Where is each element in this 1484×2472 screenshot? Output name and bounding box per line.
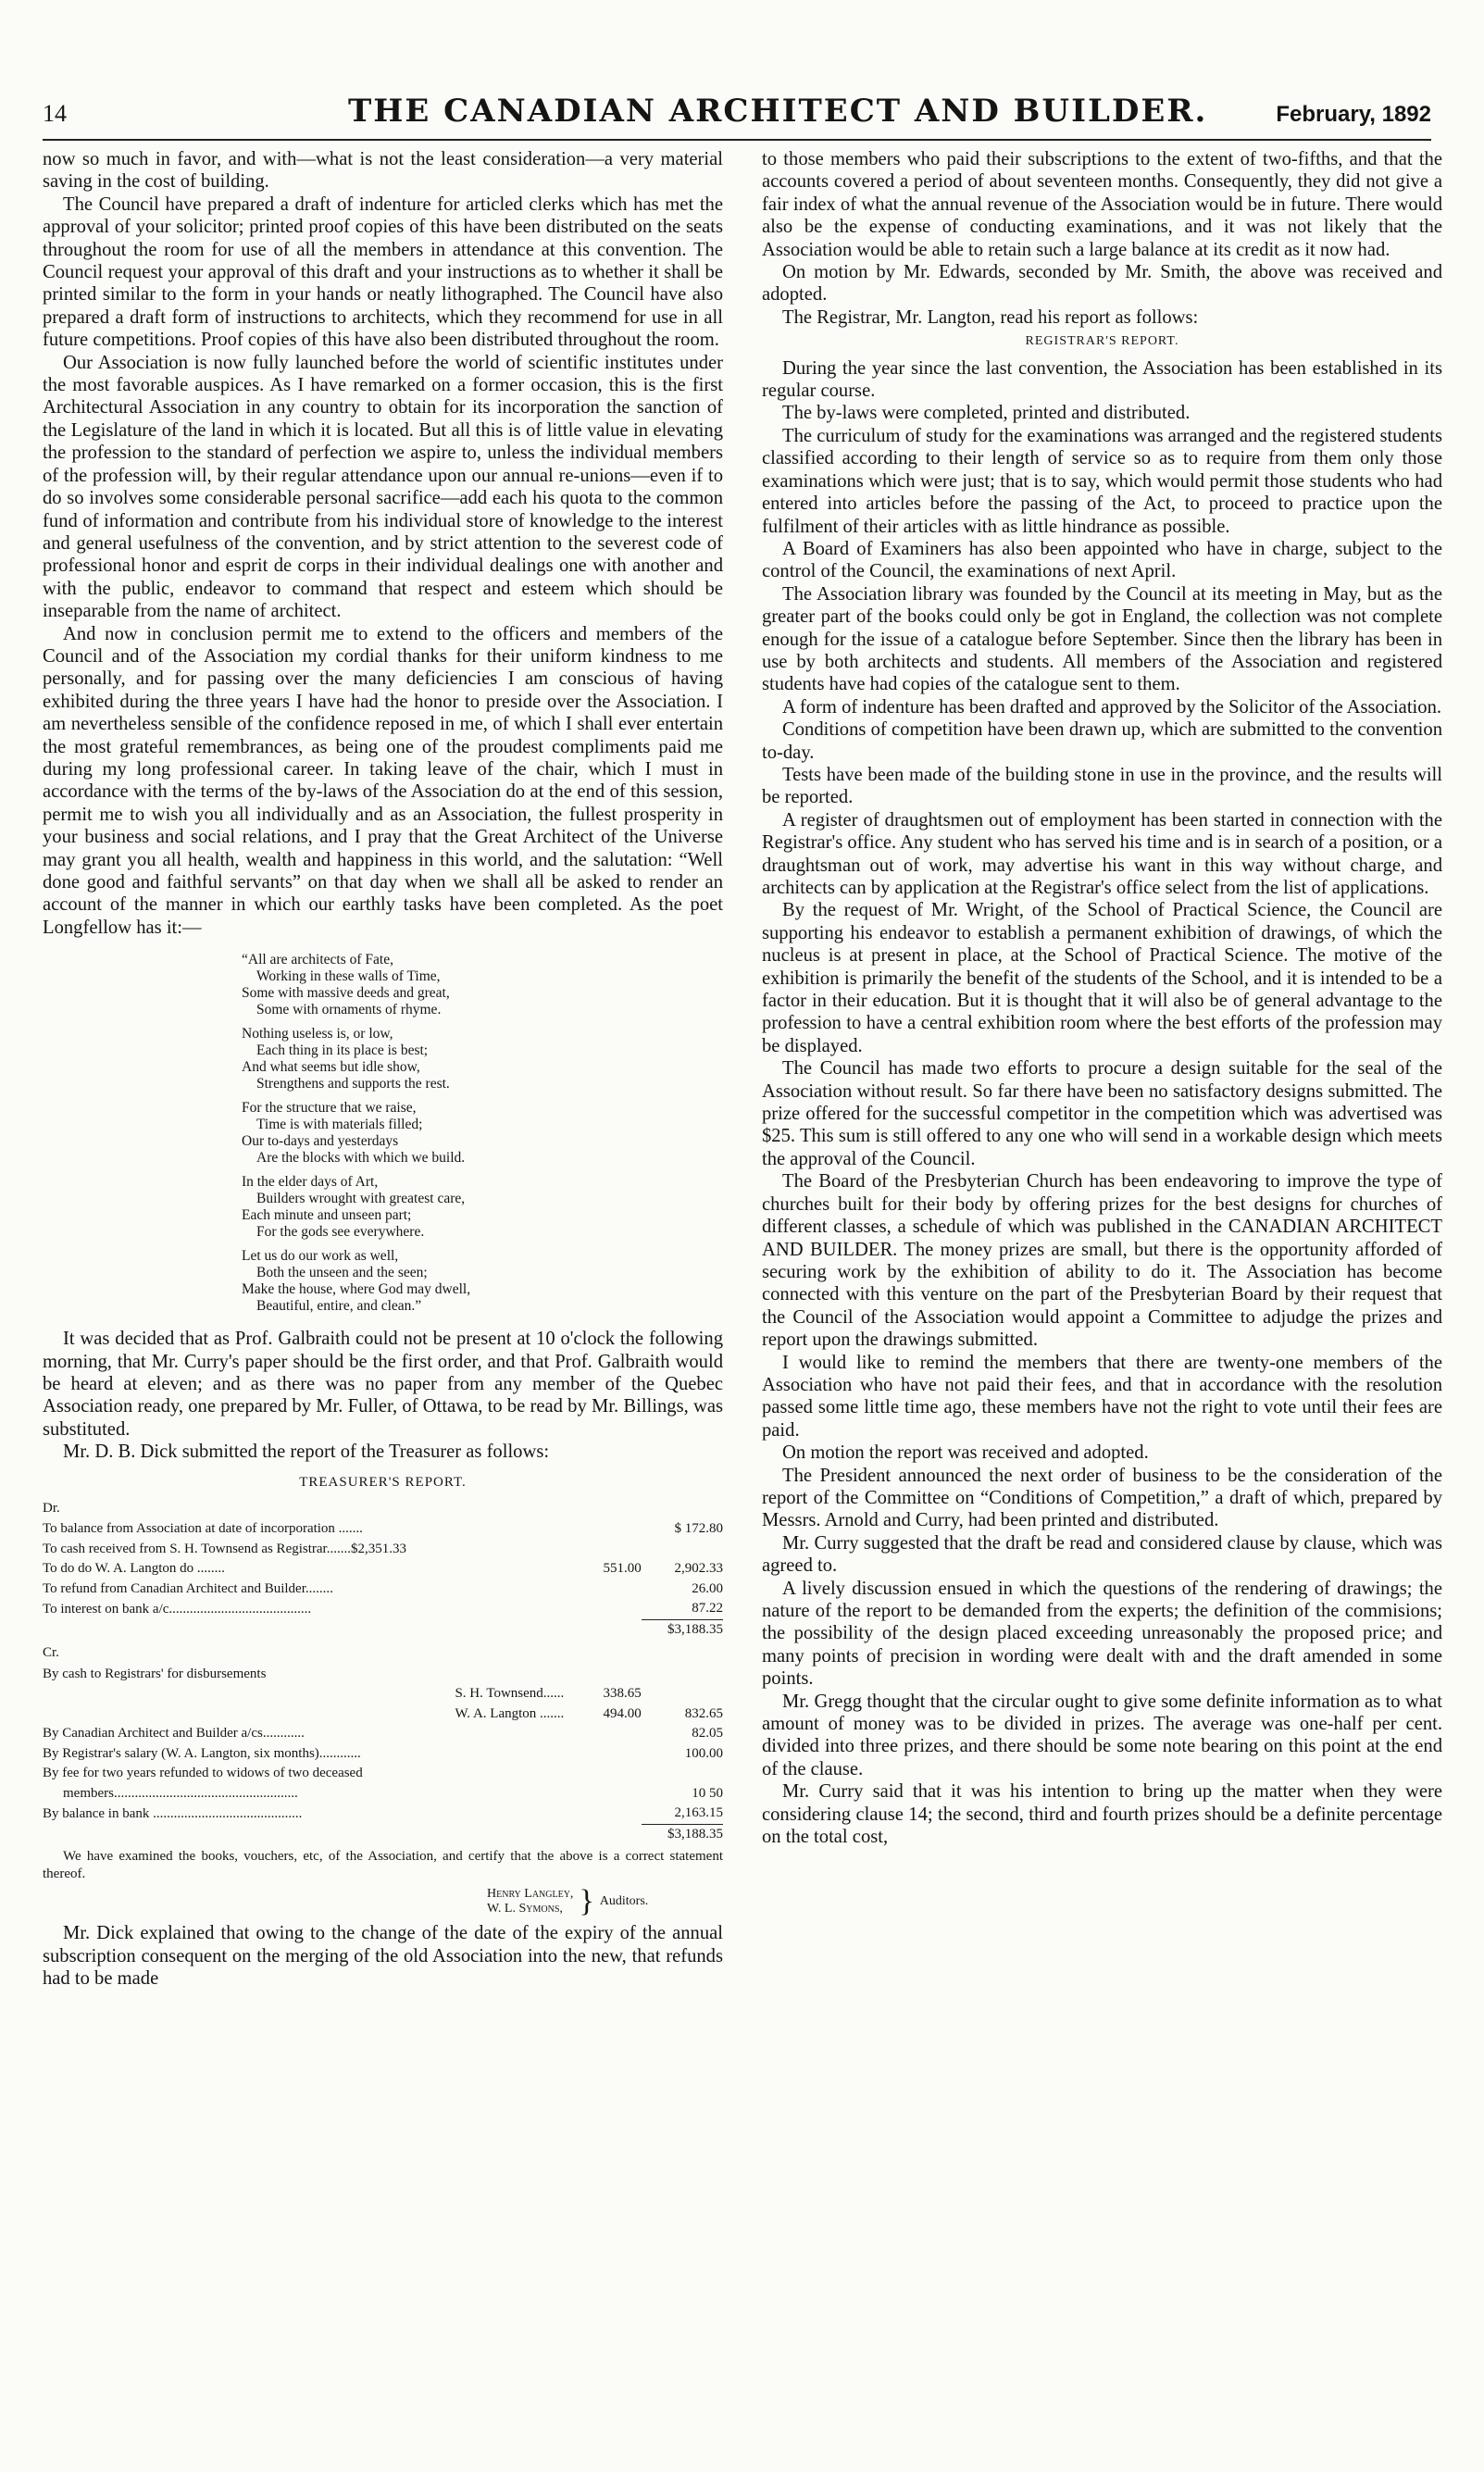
auditor-names: [487, 1887, 573, 1916]
table-cell: 832.65: [684, 1705, 723, 1721]
paragraph: The by-laws were completed, printed and distributed.: [782, 403, 1191, 424]
paragraph: Conditions of competition have been drawn up, which are submitted to the convention to-day.: [762, 719, 1442, 763]
table-cell: 494.00: [603, 1705, 642, 1721]
poem-line: Let us do our work as well,: [242, 1248, 399, 1265]
poem-line: In the elder days of Art,: [242, 1174, 379, 1191]
table-cell: members.....................................................: [63, 1785, 298, 1801]
paragraph: Mr. Dick explained that owing to the change of the date of the expiry of the annual subscription consequent on the merging of the old Association into the new, that refunds had to be made: [43, 1923, 723, 1990]
table-cell: 2,902.33: [674, 1561, 723, 1577]
paragraph: The Board of the Presbyterian Church has been endeavoring to improve the type of churches built for their body by offering prizes for the best designs for churches of different classes, a schedule of which was published in the CANADIAN ARCHITECT AND BUILDER. The money prizes are small, but there is the opportunity afforded of securing work by the exhibition of ability to do it. The Association has become connected with this venture on the part of the Presbyterian Board by their request that the Council of the Association would appoint a Committee to adjudge the prizes and report upon the drawings submitted.: [762, 1171, 1442, 1351]
poem-line: Builders wrought with greatest care,: [256, 1191, 466, 1207]
poem-stanza: [242, 1026, 723, 1092]
table-cell: [573, 1764, 642, 1784]
paragraph: Mr. D. B. Dick submitted the report of the Treasurer as follows:: [63, 1442, 550, 1463]
table-cell: [642, 1764, 723, 1784]
table-row: [43, 1559, 723, 1579]
table-cell: [642, 1540, 723, 1560]
paragraph: now so much in favor, and with—what is not the least consideration—a very material saving in the cost of building.: [43, 149, 723, 193]
total-row: [43, 1619, 723, 1640]
table-cell: W. A. Langton .......: [455, 1705, 565, 1721]
table-row: [43, 1764, 723, 1784]
poem-line: And what seems but idle show,: [242, 1059, 420, 1076]
auditors-label: Auditors.: [599, 1894, 649, 1909]
table-cell: [642, 1665, 723, 1685]
poem-line: Time is with materials filled;: [256, 1117, 423, 1133]
paragraph: A Board of Examiners has also been appointed who have in charge, subject to the control of the Council, the examinations of next April.: [762, 538, 1442, 582]
total-row: [43, 1824, 723, 1844]
poem-line: Working in these walls of Time,: [256, 968, 441, 985]
debit-label: Dr.: [43, 1501, 60, 1517]
auditor-name: W. L. Symons,: [487, 1902, 563, 1916]
paragraph: A lively discussion ensued in which the questions of the rendering of drawings; the nature of the report to be demanded from the experts; the definition of the commisions; the possibility of the design placed exceeding unreasonably the proposed price; and many points of precision in wording were dealt with and the draft amended in some points.: [762, 1578, 1442, 1690]
table-cell: 82.05: [692, 1726, 723, 1742]
masthead: THE CANADIAN ARCHITECT AND BUILDER.: [348, 93, 1208, 130]
table-cell: [642, 1684, 723, 1704]
paragraph: Tests have been made of the building stone in use in the province, and the results will be reported.: [762, 764, 1442, 808]
paragraph: The curriculum of study for the examinations was arranged and the registered students classified according to their length of service so as to require from them only those examinations which were just; that is to say, which would permit those students who had entered into articles before the passing of the Act, to proceed to practice upon the fulfilment of their articles with as little hindrance as possible.: [762, 425, 1442, 537]
paragraph: A form of indenture has been drafted and approved by the Solicitor of the Association.: [782, 696, 1442, 718]
paragraph: The Association library was founded by the Council at its meeting in May, but as the greater part of the books could only be got in England, the collection was not complete enough for the issue of a catalogue before September. Since then the library has been in use by both architects and students. All members of the Association and registered students have had copies of the catalogue sent to them.: [762, 583, 1442, 695]
longfellow-poem: [242, 952, 723, 1315]
table-cell: [573, 1519, 642, 1540]
paragraph: to those members who paid their subscriptions to the extent of two-fifths, and that the accounts covered a period of about seventeen months. Consequently, they did not give a fair index of what the annual revenue of the Association would be in future. There would also be the expense of conducting examinations, and it was not likely that the Association would be able to retain such a large balance at its credit as it now had.: [762, 149, 1442, 260]
table-cell: $ 172.80: [674, 1521, 723, 1537]
poem-line: For the structure that we raise,: [242, 1100, 417, 1117]
paragraph: A register of draughtsmen out of employment has been started in connection with the Registrar's office. Any student who has served his time and is in search of a position, or a draughtsman out of work, may advertise his want in this way without charge, and architects can by application at the Registrar's office select from the list of applications.: [762, 809, 1442, 898]
table-cell: [573, 1579, 642, 1600]
table-row: [43, 1724, 723, 1744]
paragraph: The President announced the next order of business to be the consideration of the report of the Committee on “Conditions of Competition,” a draft of which, prepared by Messrs. Arnold and Curry, had been printed and distributed.: [762, 1465, 1442, 1531]
poem-stanza: [242, 1100, 723, 1167]
auditors-signature: [487, 1884, 723, 1919]
poem-line: Each minute and unseen part;: [242, 1207, 412, 1224]
table-row: [43, 1804, 723, 1824]
table-cell: 2,163.15: [674, 1805, 723, 1821]
table-cell: [573, 1784, 642, 1804]
paragraph: On motion the report was received and adopted.: [782, 1442, 1149, 1464]
table-row: [43, 1599, 723, 1619]
poem-line: “All are architects of Fate,: [242, 952, 393, 968]
table-row: [43, 1579, 723, 1600]
table-row: [43, 1744, 723, 1765]
table-cell: S. H. Townsend......: [455, 1686, 565, 1702]
left-column: [43, 148, 723, 1991]
table-cell: [573, 1540, 642, 1560]
poem-stanza: [242, 1174, 723, 1241]
auditor-name: Henry Langley,: [487, 1887, 574, 1902]
paragraph: I would like to remind the members that there are twenty-one members of the Association who have not paid their fees, and that in accordance with the resolution passed some little time ago, these members have not the right to vote until their fees are paid.: [762, 1352, 1442, 1441]
poem-line: Strengthens and supports the rest.: [256, 1076, 450, 1092]
poem-line: Some with massive deeds and great,: [242, 985, 450, 1002]
table-cell: 26.00: [692, 1580, 723, 1596]
paragraph: The Council have prepared a draft of indenture for articled clerks which has met the approval of your solicitor; printed proof copies of this have been distributed on the seats throughout the room for use of all the members in attendance at this convention. The Council request your approval of this draft and your instructions as to whether it shall be printed similar to the form in your hands or neatly lithographed. The Council have also prepared a draft form of instructions to architects, which they recommend for use in all future competitions. Proof copies of this have also been distributed throughout the room.: [43, 194, 723, 351]
table-cell: To cash received from S. H. Townsend as Registrar.......$2,351.33: [43, 1541, 406, 1556]
credit-label: Cr.: [43, 1645, 59, 1661]
paragraph: Mr. Gregg thought that the circular ought to give some definite information as to what amount of money was to be divided in prizes. The average was one-half per cent. divided into three prizes, and there should be some note bearing on this point at the end of the clause.: [762, 1691, 1442, 1779]
paragraph: The Registrar, Mr. Langton, read his report as follows:: [782, 306, 1199, 328]
table-row: [43, 1519, 723, 1540]
table-row: [43, 1784, 723, 1804]
credit-total: $3,188.35: [642, 1824, 723, 1844]
treasurer-report-title: TREASURER'S REPORT.: [299, 1474, 467, 1490]
page-number: 14: [43, 100, 67, 127]
poem-stanza: [242, 952, 723, 1018]
table-cell: [573, 1744, 642, 1765]
poem-line: Each thing in its place is best;: [256, 1042, 429, 1059]
issue-date: February, 1892: [1276, 102, 1431, 127]
poem-line: Our to-days and yesterdays: [242, 1133, 399, 1150]
paragraph: On motion by Mr. Edwards, seconded by Mr. Smith, the above was received and adopted.: [762, 262, 1442, 306]
poem-line: Some with ornaments of rhyme.: [256, 1002, 442, 1018]
poem-line: Make the house, where God may dwell,: [242, 1281, 471, 1298]
brace-icon: }: [579, 1884, 594, 1919]
table-cell: 551.00: [603, 1561, 642, 1577]
table-cell: [573, 1599, 642, 1619]
table-cell: To balance from Association at date of incorporation .......: [43, 1521, 363, 1537]
table-cell: 87.22: [692, 1601, 723, 1617]
table-cell: By Canadian Architect and Builder a/cs............: [43, 1726, 305, 1742]
poem-line: Are the blocks with which we build.: [256, 1150, 466, 1167]
table-cell: To do do W. A. Langton do ........: [43, 1561, 225, 1577]
table-row: [43, 1684, 723, 1704]
debit-table: [43, 1519, 723, 1640]
poem-line: Both the unseen and the seen;: [256, 1265, 428, 1281]
table-cell: [573, 1665, 642, 1685]
poem-line: Nothing useless is, or low,: [242, 1026, 393, 1042]
poem-stanza: [242, 1248, 723, 1315]
paragraph: And now in conclusion permit me to extend to the officers and members of the Council and of the Association my cordial thanks for their uniform kindness to me personally, and for passing over the many deficiencies I am conscious of having exhibited during the three years I have had the honor to preside over the Association. I am nevertheless sensible of the confidence reposed in me, of which I shall ever entertain the most grateful remembrances, as being one of the proudest compliments paid me during my long professional career. In taking leave of the chair, which I must in accordance with the terms of the by-laws of the Association do at the end of this session, permit me to wish you all individually and as an Association, the fullest prosperity in your business and social relations, and I pray that the Great Architect of the Universe may grant you all health, wealth and happiness in this world, and the salutation: “Well done good and faithful servants” on that day when we shall all be asked to render an account of the manner in which our earthly tasks have been completed. As the poet Longfellow has it:—: [43, 623, 723, 938]
paragraph: Our Association is now fully launched before the world of scientific institutes under the most favorable auspices. As I have remarked on a former occasion, this is the first Architectural Association in any country to obtain for its incorporation the sanction of the Legislature of the land in which it is located. But all this is of little value in elevating the profession to the standard of perfection we aspire to, unless the individual members of the profession will, by their regular attendance upon our annual re-unions—even if to do so involves some considerable personal sacrifice—add each his quota to the common fund of information and contribute from his individual store of knowledge to the interest and general usefulness of the convention, and by strict attention to the severest code of professional honor and esprit de corps in their individual dealings one with another and with the public, endeavor to command that respect and esteem which should be inseparable from the name of architect.: [43, 352, 723, 622]
paragraph: Mr. Curry suggested that the draft be read and considered clause by clause, which was agreed to.: [762, 1532, 1442, 1577]
table-row: [43, 1665, 723, 1685]
table-cell: By cash to Registrars' for disbursements: [43, 1666, 267, 1681]
debit-total: $3,188.35: [642, 1619, 723, 1640]
table-cell: [573, 1724, 642, 1744]
page-header: [43, 93, 1431, 133]
paragraph: It was decided that as Prof. Galbraith could not be present at 10 o'clock the following morning, that Mr. Curry's paper should be the first order, and that Prof. Galbraith would be heard at eleven; and as there was no paper from any member of the Quebec Association ready, one prepared by Mr. Fuller, of Ottawa, to be read by Mr. Billings, was substituted.: [43, 1329, 723, 1440]
table-cell: To refund from Canadian Architect and Builder........: [43, 1580, 333, 1596]
paragraph: Mr. Curry said that it was his intention to bring up the matter when they were considering clause 14; the second, third and fourth prizes should be a definite percentage on the total cost,: [762, 1781, 1442, 1848]
table-cell: By Registrar's salary (W. A. Langton, six months)............: [43, 1745, 361, 1761]
table-row: [43, 1704, 723, 1725]
paragraph: By the request of Mr. Wright, of the School of Practical Science, the Council are supporting his endeavor to establish a permanent exhibition of drawings, of which the nucleus is at present in place, at the School of Practical Science. The motive of the exhibition is primarily the benefit of the students of the School, and it is intended to be a factor in their education. But it is thought that it will also be of general advantage to the profession to have a central exhibition room where the best efforts of the profession may be displayed.: [762, 900, 1442, 1056]
right-column: [762, 148, 1442, 1848]
audit-note: We have examined the books, vouchers, etc, of the Association, and certify that the above is a correct statement thereof.: [43, 1849, 723, 1882]
poem-line: Beautiful, entire, and clean.”: [256, 1298, 422, 1315]
paragraph: During the year since the last convention, the Association has been established in its regular course.: [762, 357, 1442, 402]
table-cell: 100.00: [684, 1745, 723, 1761]
table-cell: 10 50: [692, 1785, 723, 1801]
registrar-report-title: REGISTRAR'S REPORT.: [1025, 334, 1179, 349]
table-cell: [573, 1804, 642, 1824]
paragraph: The Council has made two efforts to procure a design suitable for the seal of the Association without result. So far there have been no satisfactory designs submitted. The prize offered for the successful competitor in the competition which was advertised was $25. This sum is still offered to any one who will send in a workable design which meets the approval of the Council.: [762, 1058, 1442, 1169]
credit-table: [43, 1665, 723, 1845]
table-cell: 338.65: [603, 1686, 642, 1702]
table-cell: To interest on bank a/c.........................................: [43, 1601, 312, 1617]
poem-line: For the gods see everywhere.: [256, 1224, 425, 1241]
table-cell: By fee for two years refunded to widows of two deceased: [43, 1766, 363, 1781]
header-rule: [43, 139, 1431, 141]
table-cell: By balance in bank ...........................................: [43, 1805, 303, 1821]
table-row: [43, 1540, 723, 1560]
